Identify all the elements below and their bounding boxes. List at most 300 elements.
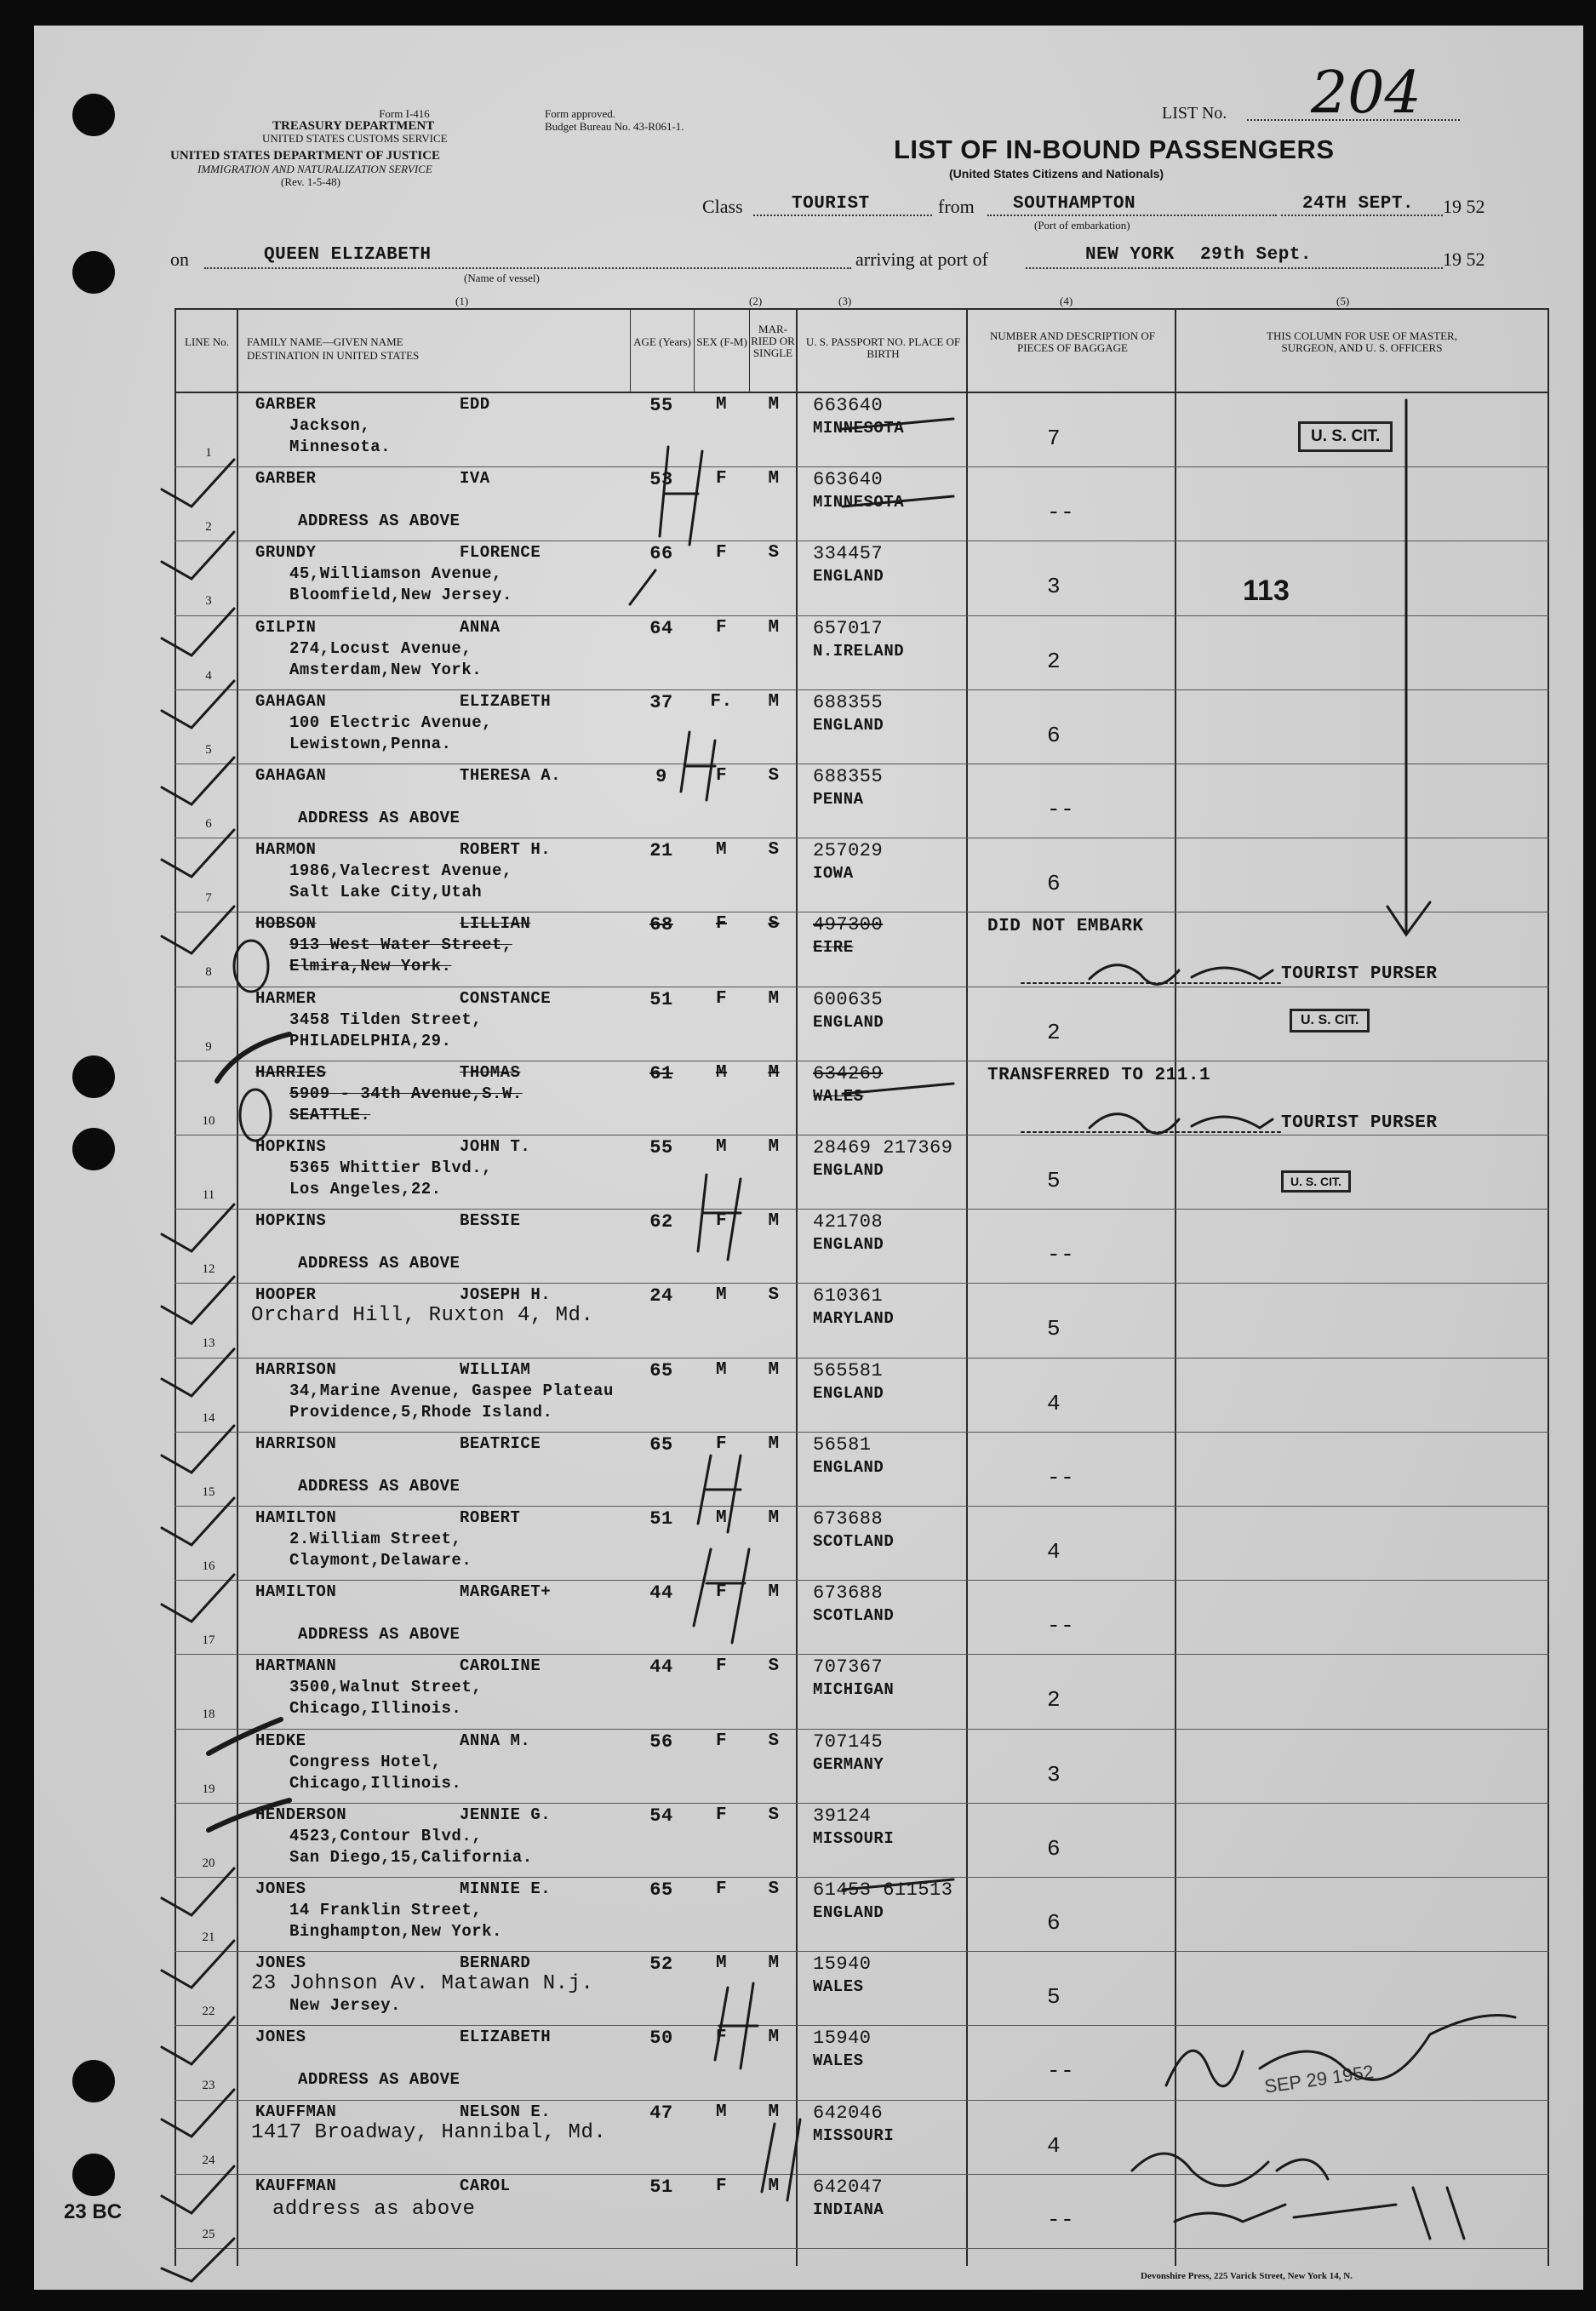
age: 65 [649,1879,673,1901]
col-num-3: (3) [838,295,852,307]
from-label: from [938,196,975,217]
line-number: 23 [202,2079,215,2093]
sex: F [715,766,728,786]
age: 51 [649,1508,673,1530]
baggage: DID NOT EMBARK [987,917,1144,937]
birthplace: MISSOURI [813,1828,895,1848]
given-name: ELIZABETH [460,691,552,711]
col-num-5: (5) [1336,295,1350,307]
destination-line-2: Chicago,Illinois. [289,1699,462,1719]
passport-number: 707145 [813,1730,884,1753]
sex: F [715,1211,728,1232]
binder-hole [72,94,115,136]
baggage: 4 [1047,1539,1061,1565]
arriving-label: arriving at port of [855,249,988,270]
birthplace: ENGLAND [813,1457,884,1477]
sex: F [715,2028,728,2048]
sex: M [715,1359,728,1380]
destination-line-1: 274,Locust Avenue, [289,638,472,658]
birthplace: N.IRELAND [813,641,905,661]
destination-line-1: 23 Johnson Av. Matawan N.j. [251,1972,594,1996]
age: 68 [649,914,673,936]
col-num-1: (1) [455,295,469,307]
header-line: LINE No. [185,335,229,348]
destination-line-2: Claymont,Delaware. [289,1551,472,1570]
sex: M [715,395,728,415]
header-name: FAMILY NAME—GIVEN NAME [247,335,403,348]
family-name: GAHAGAN [255,766,327,785]
passport-number: 610361 [813,1285,884,1307]
sex: F [715,1582,728,1603]
destination-line-2: ADDRESS AS ABOVE [298,809,460,827]
family-name: GILPIN [255,617,317,637]
budget-bureau: Budget Bureau No. 43-R061-1. [545,120,684,133]
birthplace: MINNESOTA [813,493,905,512]
passenger-count: 113 [1243,575,1290,607]
destination-line-1: 1417 Broadway, Hannibal, Md. [251,2120,607,2144]
passport-number: 15940 [813,2028,872,2050]
baggage: 2 [1047,648,1061,674]
given-name: JOSEPH H. [460,1285,552,1305]
given-name: ANNA [460,617,501,637]
birthplace: WALES [813,1086,864,1106]
given-name: LILLIAN [460,914,531,934]
given-name: ANNA M. [460,1730,531,1750]
vessel-name: QUEEN ELIZABETH [264,245,432,265]
marital-status: M [768,691,780,712]
family-name: JONES [255,2028,306,2047]
line-number: 3 [205,594,212,609]
birthplace: SCOTLAND [813,1606,895,1626]
marital-status: M [768,2176,780,2196]
destination-line-2: ADDRESS AS ABOVE [298,1254,460,1273]
sex: M [715,2102,728,2122]
sex: F [715,1730,728,1751]
given-name: THOMAS [460,1062,521,1082]
passport-number: 688355 [813,766,884,787]
age: 24 [649,1285,673,1307]
baggage: 7 [1047,426,1061,451]
vessel-note: (Name of vessel) [464,272,540,284]
class-label: Class [702,196,743,217]
passport-number: 421708 [813,1211,884,1233]
marital-status: M [768,617,780,638]
handwritten-marks [34,26,1583,2290]
us-citizen-stamp: U. S. CIT. [1290,1009,1370,1033]
age: 44 [649,1656,673,1679]
line-number: 25 [202,2227,215,2241]
destination-line-1: 34,Marine Avenue, Gaspee Plateau [289,1381,614,1400]
family-name: HAMILTON [255,1508,337,1527]
marital-status: S [768,1656,780,1677]
sex: F [715,1805,728,1825]
destination-line-1: 2.William Street, [289,1530,462,1548]
birthplace: MICHIGAN [813,1680,895,1700]
line-number: 9 [205,1039,212,1054]
passport-number: 634269 [813,1062,884,1084]
given-name: NELSON E. [460,2102,552,2121]
binder-hole [72,2154,115,2196]
family-name: GRUNDY [255,543,317,563]
sex: M [715,1062,728,1083]
line-number: 2 [205,520,212,535]
from-value: SOUTHAMPTON [1013,194,1136,214]
line-number: 16 [202,1559,215,1573]
line-number: 1 [205,446,212,460]
arrival-date: 29th Sept. [1200,245,1313,265]
age: 51 [649,988,673,1010]
passport-number: 600635 [813,988,884,1010]
baggage: 6 [1047,722,1061,748]
marital-status: S [768,543,780,563]
age: 62 [649,1211,673,1233]
sex: M [715,1285,728,1306]
given-name: BEATRICE [460,1433,541,1453]
destination-line-2: New Jersey. [289,1996,401,2016]
destination-line-2: ADDRESS AS ABOVE [298,512,460,531]
given-name: BESSIE [460,1211,521,1231]
destination-line-1: address as above [272,2197,476,2221]
header-destination: DESTINATION IN UNITED STATES [247,349,420,362]
age: 55 [649,395,673,416]
line-number: 18 [202,1708,215,1722]
sex: M [715,1508,728,1528]
destination-line-1: 100 Electric Avenue, [289,712,493,732]
margin-code: 23 BC [64,2200,123,2223]
birthplace: IOWA [813,864,854,884]
age: 47 [649,2102,673,2124]
passport-number: 565581 [813,1359,884,1381]
family-name: HOPKINS [255,1137,327,1156]
line-number: 22 [202,2005,215,2019]
age: 66 [649,543,673,565]
marital-status: S [768,840,780,861]
birthplace: INDIANA [813,2199,884,2219]
destination-line-1: Orchard Hill, Ruxton 4, Md. [251,1304,594,1328]
binder-hole [72,251,115,294]
destination-line-2: PHILADELPHIA,29. [289,1031,452,1050]
birthplace: ENGLAND [813,1383,884,1403]
treasury-dept: TREASURY DEPARTMENT [272,119,435,133]
passport-number: 15940 [813,1953,872,1976]
given-name: JENNIE G. [460,1805,552,1824]
header-age: AGE (Years) [633,335,691,348]
baggage: -- [1047,1242,1075,1268]
sex: F [715,988,728,1009]
arrival-port: NEW YORK [1085,245,1175,265]
purser-signature-2: TOURIST PURSER [1281,1113,1438,1133]
binder-hole [72,1128,115,1170]
baggage: -- [1047,797,1075,822]
birthplace: PENNA [813,790,864,809]
family-name: HARMER [255,988,317,1008]
age: 65 [649,1433,673,1456]
sex: F [715,1433,728,1454]
birthplace: GERMANY [813,1754,884,1774]
destination-line-2: Amsterdam,New York. [289,660,483,679]
birthplace: SCOTLAND [813,1532,895,1551]
passport-number: 673688 [813,1508,884,1530]
family-name: KAUFFMAN [255,2102,337,2121]
given-name: CAROLINE [460,1656,541,1676]
baggage: 2 [1047,1687,1061,1713]
given-name: ELIZABETH [460,2028,552,2047]
destination-line-2: Bloomfield,New Jersey. [289,586,512,605]
marital-status: M [768,1582,780,1603]
baggage: 5 [1047,1984,1061,2011]
family-name: GARBER [255,469,317,489]
family-name: GARBER [255,395,317,414]
given-name: IVA [460,469,490,489]
line-number: 12 [202,1262,215,1277]
given-name: CONSTANCE [460,988,552,1008]
marital-status: S [768,1805,780,1825]
line-number: 20 [202,1856,215,1870]
given-name: BERNARD [460,1953,531,1973]
marital-status: M [768,395,780,415]
family-name: JONES [255,1953,306,1973]
given-name: MARGARET+ [460,1582,552,1602]
birthplace: ENGLAND [813,1012,884,1032]
family-name: JONES [255,1879,306,1898]
sex: M [715,1953,728,1974]
line-number: 24 [202,2153,215,2167]
destination-line-2: ADDRESS AS ABOVE [298,2070,460,2090]
sex: F [715,914,728,935]
birthplace: MARYLAND [813,1309,895,1329]
header-sex: SEX (F-M) [696,335,747,348]
sex: M [715,1137,728,1157]
line-number: 6 [205,817,212,831]
family-name: HARRISON [255,1433,337,1453]
given-name: THERESA A. [460,766,562,785]
passport-number: 707367 [813,1656,884,1679]
list-number: 204 [1311,60,1422,127]
family-name: KAUFFMAN [255,2176,337,2195]
marital-status: M [768,469,780,489]
passport-number: 642047 [813,2176,884,2198]
destination-line-1: 14 Franklin Street, [289,1901,483,1919]
binder-hole [72,2060,115,2102]
destination-line-2: Providence,5,Rhode Island. [289,1402,553,1421]
line-number: 11 [202,1188,215,1202]
family-name: GAHAGAN [255,691,327,711]
family-name: HARRISON [255,1359,337,1379]
given-name: WILLIAM [460,1359,531,1379]
line-number: 8 [205,965,212,980]
on-label: on [170,249,189,270]
revision: (Rev. 1-5-48) [281,175,340,188]
age: 53 [649,469,673,491]
age: 37 [649,691,673,713]
line-number: 4 [205,668,212,683]
family-name: HENDERSON [255,1805,347,1824]
birthplace: MINNESOTA [813,419,905,438]
line-number: 5 [205,742,212,757]
passport-number: 56581 [813,1433,872,1456]
destination-line-2: ADDRESS AS ABOVE [298,1625,460,1645]
class-value: TOURIST [792,194,870,214]
destination-line-1: 913 West Water Street, [289,935,512,955]
given-name: EDD [460,395,490,414]
marital-status: M [768,1359,780,1380]
destination-line-2: Elmira,New York. [289,957,452,976]
line-number: 15 [202,1484,215,1499]
destination-line-2: Minnesota. [289,438,392,456]
age: 55 [649,1137,673,1158]
date-stamp: SEP 29 1952 [1262,2061,1376,2097]
destination-line-2: ADDRESS AS ABOVE [298,1476,460,1496]
given-name: CAROL [460,2176,511,2195]
sex: F [715,1879,728,1899]
age: 54 [649,1805,673,1827]
sex: F [715,2176,728,2196]
line-number: 19 [202,1782,215,1796]
destination-line-2: Lewistown,Penna. [289,734,452,753]
destination-line-1: 3500,Walnut Street, [289,1678,483,1697]
passport-number: 39124 [813,1805,872,1827]
birthplace: ENGLAND [813,1235,884,1255]
passport-number: 657017 [813,617,884,639]
baggage: -- [1047,2206,1075,2233]
marital-status: M [768,1062,780,1083]
sex: F [715,617,728,638]
marital-status: M [768,2028,780,2048]
passport-number: 663640 [813,395,884,416]
col-num-2: (2) [749,295,763,307]
birthplace: EIRE [813,938,854,958]
age: 61 [649,1062,673,1084]
given-name: MINNIE E. [460,1879,552,1898]
destination-line-1: 5365 Whittier Blvd., [289,1158,493,1177]
line-number: 14 [202,1410,215,1425]
age: 56 [649,1730,673,1753]
destination-line-1: 1986,Valecrest Avenue, [289,861,512,881]
destination-line-1: 5909 - 34th Avenue,S.W. [289,1084,523,1103]
destination-line-2: Chicago,Illinois. [289,1773,462,1793]
form-approved: Form approved. [545,107,616,120]
sex: F [715,1656,728,1677]
departure-date: 24TH SEPT. [1302,194,1415,214]
birthplace: ENGLAND [813,1903,884,1922]
year-2: 19 52 [1443,249,1485,270]
baggage: 3 [1047,574,1061,600]
header-passport: U. S. PASSPORT NO. PLACE OF BIRTH [805,335,961,360]
sex: F [715,469,728,489]
age: 21 [649,840,673,862]
destination-line-1: 4523,Contour Blvd., [289,1826,483,1845]
customs-service: UNITED STATES CUSTOMS SERVICE [262,132,448,145]
baggage: 6 [1047,1910,1061,1936]
line-number: 10 [202,1113,215,1128]
given-name: JOHN T. [460,1137,531,1156]
baggage: 4 [1047,1390,1061,1416]
passport-number: 28469 217369 [813,1137,953,1158]
list-no-label: LIST No. [1162,104,1227,123]
family-name: HAMILTON [255,1582,337,1602]
purser-signature-1: TOURIST PURSER [1281,964,1438,984]
baggage: 5 [1047,1168,1061,1193]
passport-number: 61453 611513 [813,1879,953,1901]
passport-number: 334457 [813,543,884,565]
family-name: HARMON [255,840,317,860]
us-citizen-stamp: U. S. CIT. [1298,421,1393,452]
sex: F. [710,691,733,712]
destination-line-2: Salt Lake City,Utah [289,883,483,902]
port-embark-note: (Port of embarkation) [1034,219,1130,232]
marital-status: M [768,1508,780,1528]
header-baggage: NUMBER AND DESCRIPTION OF PIECES OF BAGGAGE [990,329,1155,354]
marital-status: S [768,914,780,935]
family-name: HEDKE [255,1730,306,1750]
passport-number: 673688 [813,1582,884,1605]
age: 51 [649,2176,673,2198]
passport-number: 642046 [813,2102,884,2124]
destination-line-2: Los Angeles,22. [289,1180,442,1198]
age: 9 [655,766,667,787]
page-subtitle: (United States Citizens and Nationals) [949,167,1164,180]
age: 64 [649,617,673,639]
given-name: ROBERT H. [460,840,552,860]
marital-status: S [768,766,780,786]
age: 65 [649,1359,673,1381]
birthplace: MISSOURI [813,2125,895,2145]
family-name: HARTMANN [255,1656,337,1676]
marital-status: M [768,1433,780,1454]
destination-line-2: San Diego,15,California. [289,1847,533,1867]
baggage: 6 [1047,871,1061,897]
marital-status: M [768,1137,780,1157]
marital-status: M [768,2102,780,2122]
year-1: 19 52 [1443,196,1485,217]
birthplace: WALES [813,2051,864,2071]
baggage: 2 [1047,1019,1061,1045]
family-name: HARRIES [255,1062,327,1082]
marital-status: S [768,1730,780,1751]
passport-number: 663640 [813,469,884,491]
marital-status: M [768,1211,780,1232]
baggage: -- [1047,1464,1075,1490]
birthplace: ENGLAND [813,1161,884,1180]
destination-line-1: 3458 Tilden Street, [289,1010,483,1029]
destination-line-1: 45,Williamson Avenue, [289,564,502,584]
destination-line-1: Jackson, [289,416,371,435]
line-number: 17 [202,1633,215,1648]
binder-hole [72,1055,115,1098]
birthplace: ENGLAND [813,567,884,586]
col-num-4: (4) [1060,295,1073,307]
destination-line-1: Congress Hotel, [289,1752,442,1771]
destination-line-2: Binghampton,New York. [289,1922,502,1941]
baggage: TRANSFERRED TO 211.1 [987,1065,1211,1085]
family-name: HOPKINS [255,1211,327,1231]
sex: M [715,840,728,861]
destination-line-2: SEATTLE. [289,1105,371,1124]
page-title: LIST OF IN-BOUND PASSENGERS [894,134,1335,164]
family-name: HOOPER [255,1285,317,1305]
marital-status: S [768,1879,780,1899]
marital-status: S [768,1285,780,1306]
passport-number: 688355 [813,691,884,713]
baggage: -- [1047,500,1075,526]
form-sheet [34,26,1583,2290]
family-name: HOBSON [255,914,317,934]
age: 44 [649,1582,673,1605]
given-name: ROBERT [460,1508,521,1527]
sex: F [715,543,728,563]
justice-dept: UNITED STATES DEPARTMENT OF JUSTICE [170,149,441,163]
baggage: -- [1047,2058,1075,2085]
